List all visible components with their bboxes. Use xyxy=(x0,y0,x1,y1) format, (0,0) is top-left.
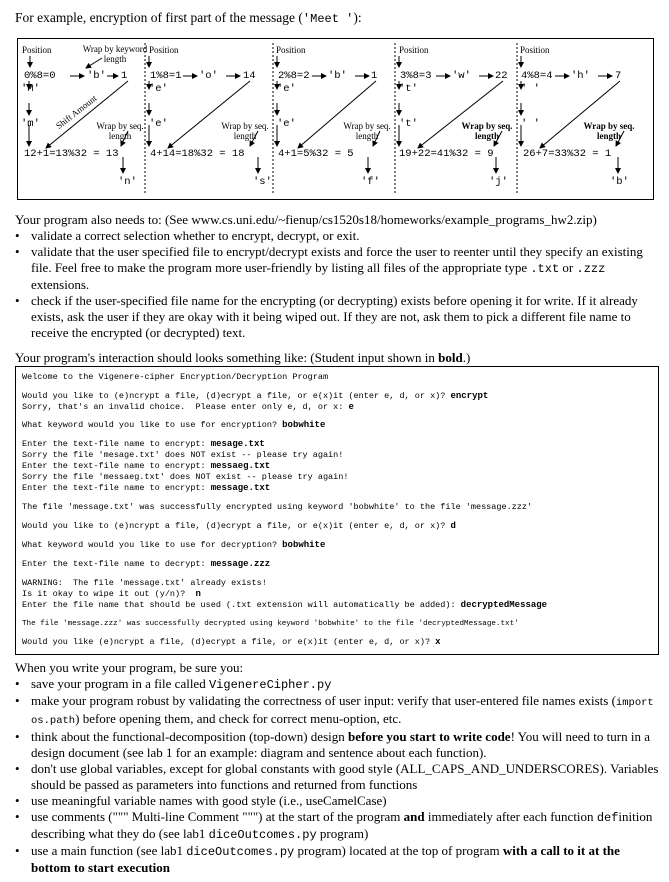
terminal-line: Sorry, that's an invalid choice. Please enter only e, d, or x: e xyxy=(22,402,354,412)
calc-line2-3: 4+1=5%32 = 5 xyxy=(278,148,354,160)
terminal-line: Is it okay to wipe it out (y/n)? n xyxy=(22,589,201,599)
msg-char-3: 'e' xyxy=(277,83,296,95)
result-char-3: 'f' xyxy=(361,176,380,188)
result-char-2: 's' xyxy=(253,176,272,188)
wrap-seq-label-5: Wrap by seq. length xyxy=(583,121,635,141)
key-char-4: 'w' xyxy=(452,70,471,82)
key-char-1: 'b' xyxy=(87,70,106,82)
result-char-4: 'j' xyxy=(489,176,508,188)
msg-char-1: 'M' xyxy=(21,83,40,95)
guidelines-heading: When you write your program, be sure you: xyxy=(15,660,244,675)
result-char-1: 'n' xyxy=(118,176,137,188)
requirements-list xyxy=(15,228,660,341)
lower-char-4: 't' xyxy=(399,118,418,130)
terminal-line: Would you like (e)ncrypt a file, (d)ecrypt a file, or e(x)it (enter e, d, or x)? x xyxy=(22,637,441,647)
terminal-line: Enter the text-file name to encrypt: mesage.txt xyxy=(22,439,265,449)
intro-line: For example, encryption of first part of the message ('Meet '): xyxy=(15,10,362,26)
interaction-heading: Your program's interaction should looks something like: (Student input shown in bold.) xyxy=(15,350,471,365)
terminal-line: Would you like to (e)ncrypt a file, (d)ecrypt a file, or e(x)it (enter e, d, or x)? d xyxy=(22,521,456,531)
guidelines-list xyxy=(15,676,660,876)
wrap-keyword-label: Wrap by keyword length xyxy=(82,44,148,64)
terminal-line: Enter the text-file name to encrypt: messaeg.txt xyxy=(22,461,271,471)
lower-char-1: 'm' xyxy=(21,118,40,130)
list-item: • use meaningful variable names with good style (i.e., useCamelCase) xyxy=(15,793,660,809)
terminal-line: Sorry the file 'mesage.txt' does NOT exist -- please try again! xyxy=(22,450,344,460)
key-num-1: 1 xyxy=(121,70,128,82)
guidelines-section xyxy=(15,660,660,876)
key-char-2: 'o' xyxy=(199,70,218,82)
terminal-line: Enter the text-file name to encrypt: message.txt xyxy=(22,483,271,493)
calc-line1-1: 0%8=0 xyxy=(24,70,56,82)
wrap-seq-label-3: Wrap by seq. length xyxy=(343,121,391,141)
calc-line2-5: 26+7=33%32 = 1 xyxy=(523,148,612,160)
key-num-2: 14 xyxy=(243,70,256,82)
lower-char-3: 'e' xyxy=(277,118,296,130)
msg-char-5: ' ' xyxy=(521,83,540,95)
msg-char-2: 'e' xyxy=(149,83,168,95)
key-char-5: 'h' xyxy=(571,70,590,82)
requirements-heading: Your program also needs to: (See www.cs.uni.edu/~fienup/cs1520s18/homeworks/example_programs_hw2.zip) xyxy=(15,212,597,227)
key-num-3: 1 xyxy=(371,70,378,82)
list-item: • validate that the user specified file to encrypt/decrypt exists and force the user to reenter until they specify an existing file. Feel free to make the program more user-friendly by listing all files of the appropriate type .txt or .zzz extensions. xyxy=(15,244,660,293)
terminal-line: Welcome to the Vigenere-cipher Encryption/Decryption Program xyxy=(22,372,329,382)
calc-line1-4: 3%8=3 xyxy=(400,70,432,82)
list-item: • think about the functional-decomposition (top-down) design before you start to write code! You will need to turn in a design document (see lab 1 for an example: diagram and sentence about each function). xyxy=(15,729,660,761)
wrap-seq-label-1: Wrap by seq. length xyxy=(96,121,144,141)
calc-line2-4: 19+22=41%32 = 9 xyxy=(399,148,494,160)
position-label-5: Position xyxy=(520,45,550,55)
terminal-line: Sorry the file 'messaeg.txt' does NOT exist -- please try again! xyxy=(22,472,349,482)
lower-char-2: 'e' xyxy=(149,118,168,130)
msg-char-4: 't' xyxy=(399,83,418,95)
list-item: • validate a correct selection whether to encrypt, decrypt, or exit. xyxy=(15,228,660,244)
result-char-5: 'b' xyxy=(610,176,629,188)
key-num-4: 22 xyxy=(495,70,508,82)
wrap-seq-label-4: Wrap by seq. length xyxy=(461,121,513,141)
terminal-line: The file 'message.txt' was successfully encrypted using keyword 'bobwhite' to the file 'message.zzz' xyxy=(22,502,533,512)
wrap-seq-label-2: Wrap by seq. length xyxy=(221,121,269,141)
calc-line2-2: 4+14=18%32 = 18 xyxy=(150,148,245,160)
list-item: • save your program in a file called VigenereCipher.py xyxy=(15,676,660,693)
position-label-1: Position xyxy=(22,45,52,55)
key-char-3: 'b' xyxy=(328,70,347,82)
terminal-line: What keyword would you like to use for decryption? bobwhite xyxy=(22,540,326,550)
list-item: • make your program robust by validating the correctness of user input: verify that user-entered file names exists (import os.path) before opening them, and check for correct menu-option, etc. xyxy=(15,693,660,729)
terminal-transcript xyxy=(15,366,659,655)
list-item: • don't use global variables, except for global constants with good style (ALL_CAPS_AND_UNDERSCORES). Variables should be passed as parameters into functions and returned from functions xyxy=(15,761,660,793)
terminal-line: What keyword would you like to use for encryption? bobwhite xyxy=(22,420,326,430)
encryption-diagram xyxy=(17,38,654,200)
key-num-5: 7 xyxy=(615,70,622,82)
terminal-line: Enter the file name that should be used (.txt extension will automatically be added): decryptedMessage xyxy=(22,600,548,610)
position-label-4: Position xyxy=(399,45,429,55)
list-item: • check if the user-specified file name for the encrypting (or decrypting) exists before opening it for write. If it already exists, ask the user if they are okay with it being wiped out. If they are not, ask them to pick a different file name to receive the encrypted (or decrypted) text. xyxy=(15,293,660,341)
position-label-2: Position xyxy=(149,45,179,55)
calc-line1-5: 4%8=4 xyxy=(521,70,553,82)
position-label-3: Position xyxy=(276,45,306,55)
terminal-line: Would you like to (e)ncrypt a file, (d)ecrypt a file, or e(x)it (enter e, d, or x)? encrypt xyxy=(22,391,489,401)
list-item: • use comments (""" Multi-line Comment """) at the start of the program and immediately after each function definition describing what they do (see lab1 diceOutcomes.py program) xyxy=(15,809,660,843)
shift-amount-label: Shift Amount xyxy=(54,92,99,131)
calc-line2-1: 12+1=13%32 = 13 xyxy=(24,148,119,160)
list-item: • use a main function (see lab1 diceOutcomes.py program) located at the top of program with a call to it at the bottom to start execution xyxy=(15,843,660,876)
terminal-line: WARNING: The file 'message.txt' already exists! xyxy=(22,578,267,588)
requirements-section xyxy=(15,212,660,341)
calc-line1-3: 2%8=2 xyxy=(278,70,310,82)
terminal-line: Enter the text-file name to decrypt: message.zzz xyxy=(22,559,271,569)
calc-line1-2: 1%8=1 xyxy=(150,70,182,82)
lower-char-5: ' ' xyxy=(521,118,540,130)
terminal-line: The file 'message.zzz' was successfully decrypted using keyword 'bobwhite' to the file 'decryptedMessage.txt' xyxy=(22,620,519,628)
